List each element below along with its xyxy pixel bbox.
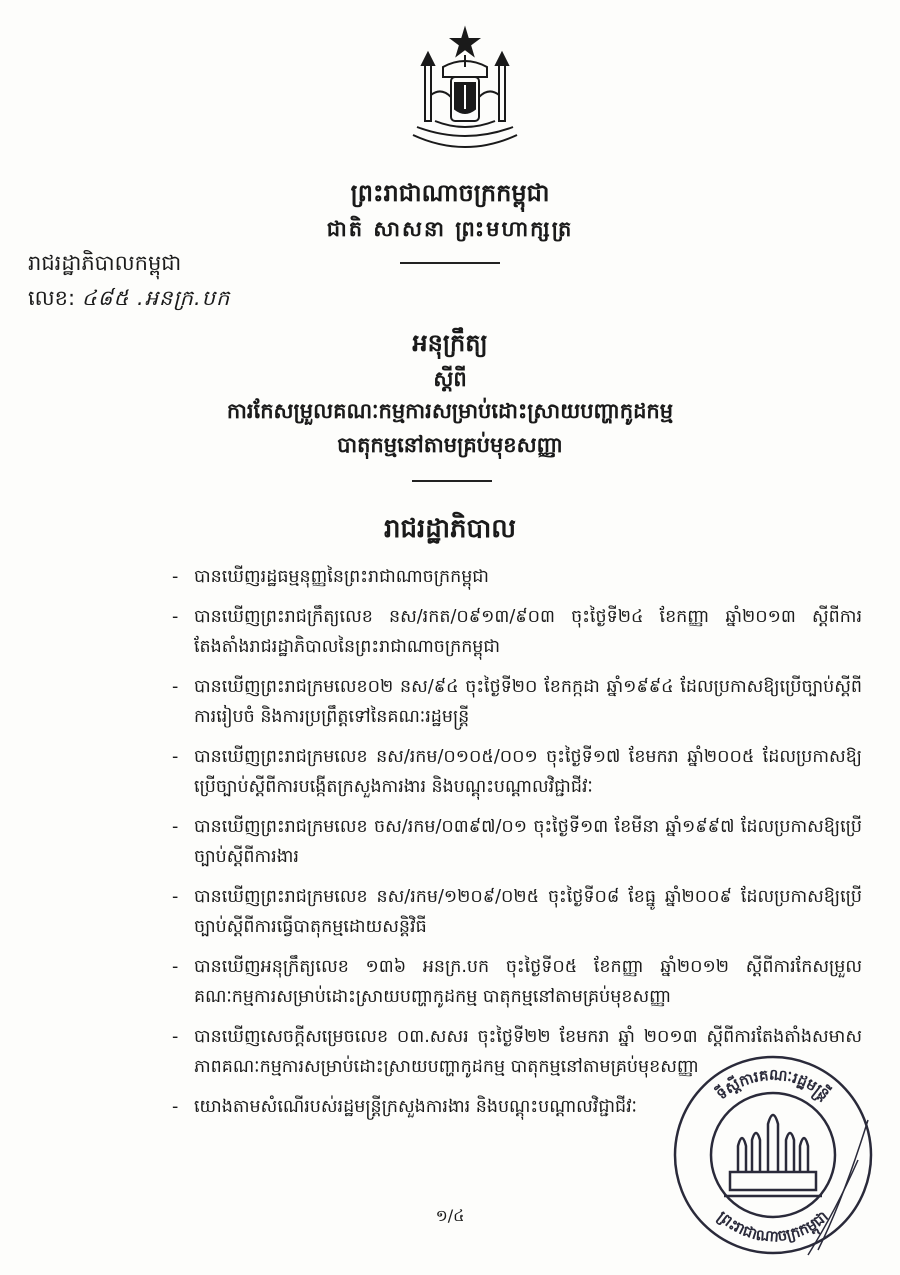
document-about: ស្តីពី: [433, 367, 467, 391]
document-subject-line-1: ការកែសម្រួលគណៈកម្មការសម្រាប់ដោះស្រាយបញ្ហាកូដកម្ម: [226, 399, 674, 423]
list-item: - បានឃើញព្រះរាជក្រមលេខ នស/រកម/១២០៩/០២៥ ចុះថ្ងៃទី០៨ ខែធ្នូ ឆ្នាំ២០០៩ ដែលប្រកាសឱ្យប្រើច្បាប់ស្តីពីការធ្វើបាតុកម្មដោយសន្តិវិធី: [172, 887, 862, 937]
ornament-divider: [400, 262, 500, 264]
kingdom-name: ព្រះរាជាណាចក្រកម្ពុជា: [350, 179, 550, 207]
reference-label: លេខ:: [28, 286, 76, 310]
document-type: អនុក្រឹត្យ: [412, 329, 488, 357]
reference-number: [28, 285, 230, 316]
stamp-top-text: ទីស្តីការគណៈរដ្ឋមន្ត្រី: [712, 1065, 834, 1104]
list-item: - យោងតាមសំណើរបស់រដ្ឋមន្ត្រីក្រសួងការងារ និងបណ្តុះបណ្តាលវិជ្ជាជីវៈ: [172, 1097, 638, 1117]
list-item: - បានឃើញអនុក្រឹត្យលេខ ១៣៦ អនក្រ.បក ចុះថ្ងៃទី០៥ ខែកញ្ញា ឆ្នាំ២០១២ ស្តីពីការកែសម្រួលគណៈកម្មការសម្រាប់ដោះស្រាយបញ្ហាកូដកម្ម បាតុកម្មនៅតាមគ្រប់មុខសញ្ញា: [172, 957, 862, 1007]
ornament-divider: [412, 480, 492, 482]
national-motto: ជាតិ សាសនា ព្រះមហាក្សត្រ: [326, 217, 574, 241]
list-item: - បានឃើញសេចក្តីសម្រេចលេខ ០៣.សសរ ចុះថ្ងៃទី២២ ខែមករា ឆ្នាំ ២០១៣ ស្តីពីការតែងតាំងសមាសភាពគណៈកម្មការសម្រាប់ដោះស្រាយបញ្ហាកូដកម្ម បាតុកម្មនៅតាមគ្រប់មុខសញ្ញា: [172, 1027, 862, 1077]
list-item: - បានឃើញព្រះរាជក្រមលេខ នស/រកម/០១០៥/០០១ ចុះថ្ងៃទី១៧ ខែមករា ឆ្នាំ២០០៥ ដែលប្រកាសឱ្យប្រើច្បាប់ស្តីពីការបង្កើតក្រសួងការងារ និងបណ្តុះបណ្តាលវិជ្ជាជីវៈ: [172, 747, 862, 797]
preamble-list: [172, 562, 862, 1132]
list-item: - បានឃើញព្រះរាជក្រឹត្យលេខ នស/រកត/០៩១៣/៩០៣ ចុះថ្ងៃទី២៤ ខែកញ្ញា ឆ្នាំ២០១៣ ស្តីពីការតែងតាំងរាជរដ្ឋាភិបាលនៃព្រះរាជាណាចក្រកម្ពុជា: [172, 607, 862, 657]
document-subject-line-2: បាតុកម្មនៅតាមគ្រប់មុខសញ្ញា: [337, 433, 563, 457]
stamp-bottom-text: ព្រះរាជាណាចក្រកម្ពុជា: [714, 1207, 832, 1246]
list-item: - បានឃើញព្រះរាជក្រមលេខ០២ នស/៩៤ ចុះថ្ងៃទី២០ ខែកក្កដា ឆ្នាំ១៩៩៤ ដែលប្រកាសឱ្យប្រើច្បាប់ស្តីពីការរៀបចំ និងការប្រព្រឹត្តទៅនៃគណៈរដ្ឋមន្ត្រី: [172, 677, 862, 727]
page-number: ១/៤: [435, 1206, 465, 1225]
list-item: - បានឃើញព្រះរាជក្រមលេខ ចស/រកម/០៣៩៧/០១ ចុះថ្ងៃទី១៣ ខែមីនា ឆ្នាំ១៩៩៧ ដែលប្រកាសឱ្យប្រើច្បាប់ស្តីពីការងារ: [172, 817, 862, 867]
royal-coat-of-arms-icon: [395, 25, 535, 165]
section-heading: រាជរដ្ឋាភិបាល: [383, 514, 517, 544]
reference-value: ៤៨៥ .អនក្រ.បក: [81, 286, 231, 310]
list-item: - បានឃើញរដ្ឋធម្មនុញ្ញនៃព្រះរាជាណាចក្រកម្ពុជា: [172, 567, 489, 587]
issuing-government: រាជរដ្ឋាភិបាលកម្ពុជា: [28, 251, 182, 275]
svg-text:ទីស្តីការគណៈរដ្ឋមន្ត្រី: [712, 1065, 834, 1105]
